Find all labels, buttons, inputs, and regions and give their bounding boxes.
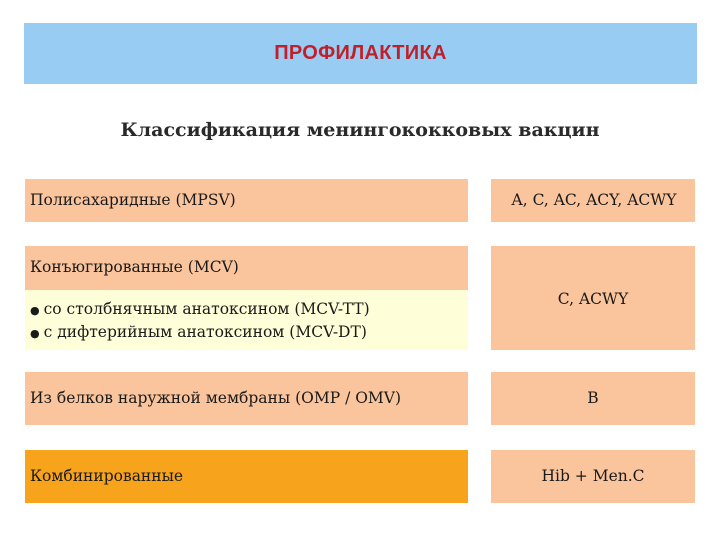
subtype-dt-text: с дифтерийным анатоксином (MCV-DT) xyxy=(43,323,367,341)
bullet-icon: ● xyxy=(30,326,40,340)
row-conjugated-serogroups: C, ACWY xyxy=(557,290,629,308)
page-title: ПРОФИЛАКТИКА xyxy=(274,42,447,64)
title-banner xyxy=(24,23,697,84)
row-polysaccharide-label: Полисахаридные (MPSV) xyxy=(30,191,236,209)
row-combined-label: Комбинированные xyxy=(30,467,184,485)
subtype-tt-text: со столбнячным анатоксином (MCV-TT) xyxy=(43,300,370,318)
row-omp-label: Из белков наружной мембраны (OMP / OMV) xyxy=(30,389,402,407)
row-combined-composition: Hib + Men.C xyxy=(541,467,645,485)
conjugated-subtype-tt xyxy=(30,300,370,318)
row-conjugated-label: Конъюгированные (MCV) xyxy=(30,258,239,276)
conjugated-subtypes-area xyxy=(25,290,468,350)
row-omp-serogroups: B xyxy=(587,389,599,407)
bullet-icon: ● xyxy=(30,303,40,317)
conjugated-subtype-dt xyxy=(30,323,367,341)
row-polysaccharide-serogroups: A, C, AC, ACY, ACWY xyxy=(511,191,677,209)
classification-heading: Классификация менингококковых вакцин xyxy=(120,119,600,141)
